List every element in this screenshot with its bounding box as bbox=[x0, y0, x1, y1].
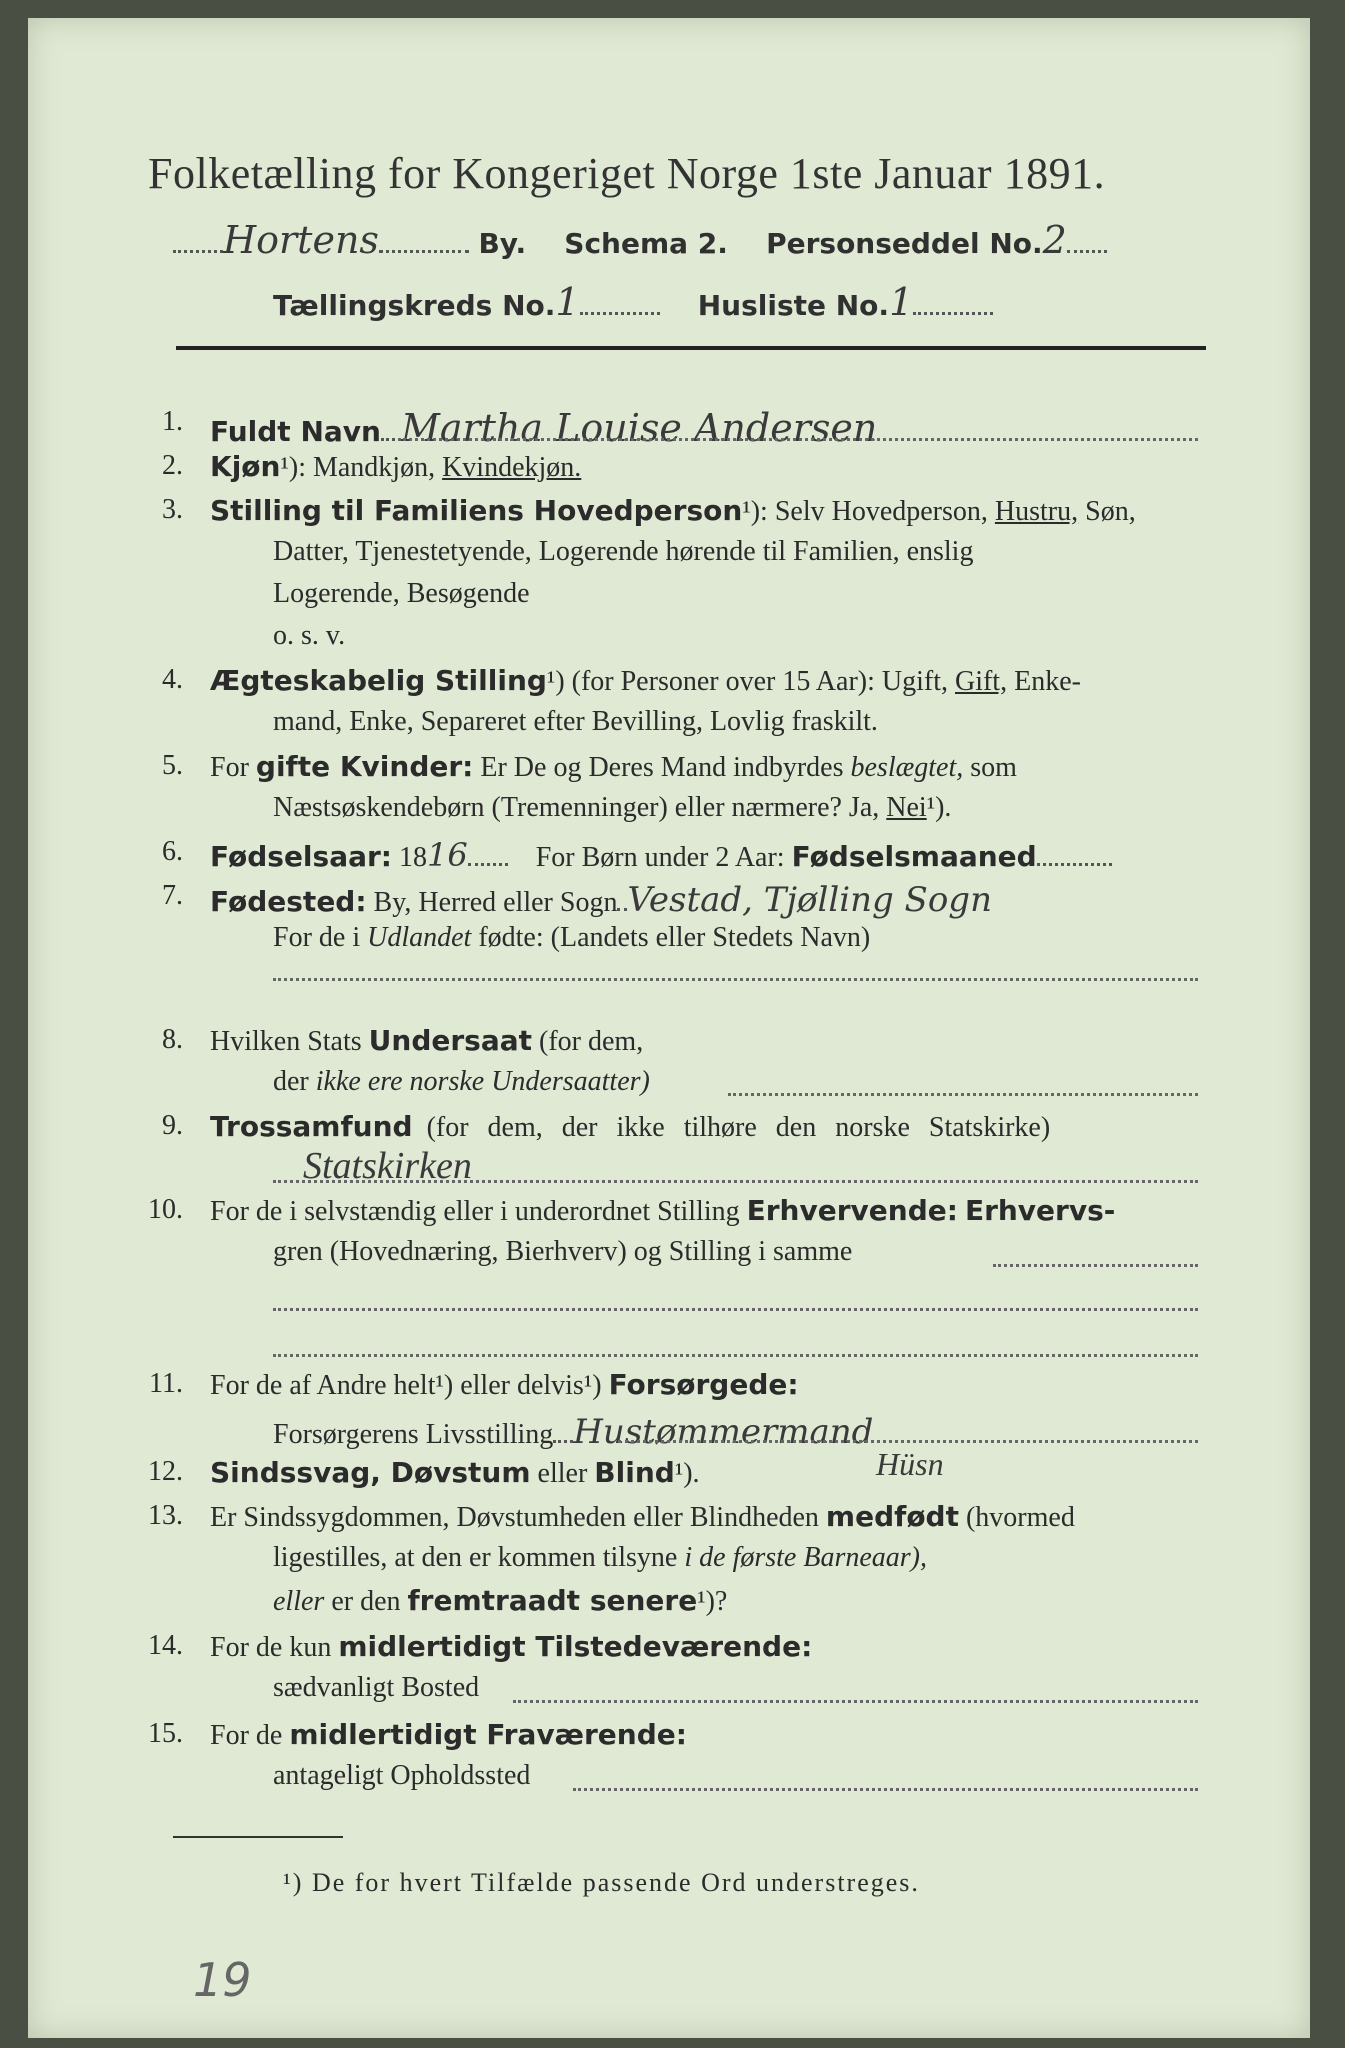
item-12-handwritten: Hüsn bbox=[876, 1446, 944, 1482]
item-8-non-norwegian: ikke ere norske Undersaatter) bbox=[315, 1066, 650, 1097]
family-position-options: ¹): Selv Hovedperson, bbox=[742, 496, 988, 527]
item-7-line-2 bbox=[273, 922, 870, 954]
footnote-rule bbox=[173, 1836, 343, 1838]
birthplace-question: By, Herred eller Sogn bbox=[373, 887, 618, 918]
occupation-question: For de i selvstændig eller i underordnet Stilling bbox=[210, 1196, 740, 1227]
birth-year-value: 16 bbox=[427, 836, 468, 874]
sex-label: Kjøn bbox=[210, 450, 281, 483]
item-11 bbox=[210, 1368, 799, 1402]
item-15 bbox=[210, 1718, 687, 1752]
item-6 bbox=[210, 836, 1112, 874]
full-name-label: Fuldt Navn bbox=[210, 415, 381, 448]
marital-status-label: Ægteskabelig Stilling bbox=[210, 664, 547, 697]
place-name: Hortens bbox=[223, 218, 379, 262]
usual-residence-label: sædvanligt Bosted bbox=[273, 1672, 480, 1703]
item-number-14: 14. bbox=[148, 1630, 183, 1661]
item-11-line-2 bbox=[273, 1412, 873, 1452]
kreds-label: Tællingskreds No. bbox=[273, 289, 556, 322]
item-number-2: 2. bbox=[162, 450, 183, 481]
item-number-8: 8. bbox=[162, 1024, 183, 1055]
item-13-hvormed: (hvormed bbox=[965, 1502, 1075, 1533]
personseddel-label: Personseddel No. bbox=[766, 227, 1043, 260]
item-8 bbox=[210, 1024, 643, 1058]
item-5-no-underlined: Nei bbox=[886, 792, 927, 823]
item-14 bbox=[210, 1630, 812, 1664]
item-5-line-2 bbox=[273, 792, 951, 824]
item-3-line-4: o. s. v. bbox=[273, 620, 346, 651]
item-13-line-3 bbox=[273, 1584, 727, 1618]
form-title: Folketælling for Kongeriget Norge 1ste Januar 1891. bbox=[148, 149, 1106, 198]
dotline-7 bbox=[273, 978, 1198, 981]
item-5-for: For bbox=[210, 752, 249, 783]
dotline-8 bbox=[728, 1093, 1198, 1096]
item-number-3: 3. bbox=[162, 494, 183, 525]
item-7 bbox=[210, 880, 992, 920]
family-position-son: Søn, bbox=[1085, 496, 1136, 527]
item-10-line-2: gren (Hovednæring, Bierhverv) og Stilling i samme bbox=[273, 1236, 853, 1267]
temporary-present-question: For de kun bbox=[210, 1632, 332, 1663]
marital-widower: Enke- bbox=[1014, 666, 1081, 697]
item-13-or: eller bbox=[273, 1586, 325, 1617]
religion-value: Statskirken bbox=[303, 1145, 472, 1187]
congenital-question: Er Sindssygdommen, Døvstumheden eller Blindheden bbox=[210, 1502, 819, 1533]
item-5-som: som bbox=[970, 752, 1017, 783]
family-position-wife-underlined: Hustru, bbox=[994, 496, 1079, 527]
sex-female-underlined: Kvindekjøn. bbox=[442, 452, 582, 483]
item-13-line-2 bbox=[273, 1542, 927, 1574]
item-12 bbox=[210, 1456, 700, 1490]
item-13 bbox=[210, 1500, 1075, 1534]
husliste-label: Husliste No. bbox=[697, 289, 890, 322]
schema-label: Schema 2. bbox=[564, 227, 728, 260]
item-12-footnote-ref: ¹). bbox=[674, 1458, 700, 1489]
dotline-10a bbox=[993, 1264, 1198, 1267]
item-number-12: 12. bbox=[148, 1456, 183, 1487]
item-5-question: Er De og Deres Mand indbyrdes bbox=[480, 752, 844, 783]
married-women-label: gifte Kvinder: bbox=[255, 750, 474, 783]
item-2 bbox=[210, 450, 581, 484]
dotline-10b bbox=[273, 1308, 1198, 1311]
item-number-13: 13. bbox=[148, 1500, 183, 1531]
item-12-or: eller bbox=[537, 1458, 588, 1489]
temporary-absent-question: For de bbox=[210, 1720, 283, 1751]
item-number-15: 15. bbox=[148, 1718, 183, 1749]
item-5-cousins: Næstsøskendebørn (Tremenninger) eller nærmere? Ja, bbox=[273, 792, 880, 823]
item-13-footnote-ref: ¹)? bbox=[697, 1586, 728, 1617]
sex-options: ¹): Mandkjøn, bbox=[280, 452, 436, 483]
birth-year-prefix: 18 bbox=[399, 842, 427, 873]
dotline-11 bbox=[618, 1440, 1198, 1443]
marital-options: ¹) (for Personer over 15 Aar): Ugift, bbox=[546, 666, 948, 697]
item-5 bbox=[210, 750, 1017, 784]
birthplace-value: Vestad, Tjølling Sogn bbox=[627, 880, 992, 920]
item-13-later: fremtraadt senere bbox=[407, 1584, 698, 1617]
item-3-line-3: Logerende, Besøgende bbox=[273, 578, 530, 609]
item-3 bbox=[210, 494, 1136, 528]
kreds-number: 1 bbox=[555, 280, 580, 324]
husliste-number: 1 bbox=[889, 280, 914, 324]
census-form-sheet bbox=[28, 18, 1310, 2038]
item-number-4: 4. bbox=[162, 664, 183, 695]
birth-year-label: Fødselsaar: bbox=[210, 840, 392, 873]
religion-label: Trossamfund bbox=[210, 1110, 413, 1143]
item-number-11: 11. bbox=[149, 1368, 183, 1399]
citizenship-question: Hvilken Stats bbox=[210, 1026, 362, 1057]
item-5-footnote-ref: ¹). bbox=[926, 792, 952, 823]
item-number-1: 1. bbox=[162, 406, 183, 437]
by-label: By. bbox=[478, 227, 527, 260]
temporary-present-label: midlertidigt Tilstedeværende: bbox=[338, 1630, 813, 1663]
item-number-9: 9. bbox=[162, 1110, 183, 1141]
item-8-line-2 bbox=[273, 1066, 650, 1098]
kreds-line bbox=[273, 280, 993, 324]
marital-married-underlined: Gift, bbox=[954, 666, 1008, 697]
header-rule bbox=[176, 346, 1206, 350]
supported-question: For de af Andre helt¹) eller delvis¹) bbox=[210, 1370, 602, 1401]
footnote: ¹) De for hvert Tilfælde passende Ord understreges. bbox=[283, 1868, 920, 1897]
birth-month-question: For Børn under 2 Aar: bbox=[535, 842, 785, 873]
congenital-label: medfødt bbox=[825, 1500, 959, 1533]
supported-label: Forsørgede: bbox=[608, 1368, 799, 1401]
provider-occupation-value: Hustømmermand bbox=[573, 1412, 874, 1452]
item-number-7: 7. bbox=[162, 880, 183, 911]
dotline-1 bbox=[398, 438, 1198, 441]
temporary-absent-label: midlertidigt Fraværende: bbox=[289, 1718, 687, 1751]
location-line bbox=[173, 218, 1107, 262]
insane-deaf-label: Sindssvag, Døvstum bbox=[210, 1456, 531, 1489]
personseddel-number: 2 bbox=[1042, 218, 1067, 262]
birth-month-label: Fødselsmaaned bbox=[791, 840, 1037, 873]
dotline-15 bbox=[573, 1788, 1198, 1791]
dotline-9 bbox=[273, 1180, 1198, 1183]
citizenship-label: Undersaat bbox=[368, 1024, 533, 1057]
occupation-branch: Erhvervs- bbox=[964, 1194, 1116, 1227]
item-5-related: beslægtet, bbox=[850, 752, 964, 783]
item-number-10: 10. bbox=[148, 1194, 183, 1225]
item-1 bbox=[210, 406, 877, 450]
item-13-appeared: ligestilles, at den er kommen tilsyne bbox=[273, 1542, 678, 1573]
blind-label: Blind bbox=[594, 1456, 675, 1489]
abroad-question: fødte: (Landets eller Stedets Navn) bbox=[478, 922, 871, 953]
religion-question: (for dem, der ikke tilhøre den norske Statskirke) bbox=[426, 1112, 1051, 1143]
item-8-der: der bbox=[273, 1066, 309, 1097]
provider-occupation-label: Forsørgerens Livsstilling bbox=[273, 1419, 554, 1450]
item-3-line-2: Datter, Tjenestetyende, Logerende hørende til Familien, enslig bbox=[273, 536, 974, 567]
dotline-10c bbox=[273, 1354, 1198, 1357]
occupation-label: Erhvervende: bbox=[746, 1194, 958, 1227]
item-10 bbox=[210, 1194, 1115, 1228]
family-position-label: Stilling til Familiens Hovedperson bbox=[210, 494, 743, 527]
item-4 bbox=[210, 664, 1081, 698]
item-4-line-2: mand, Enke, Separeret efter Bevilling, Lovlig fraskilt. bbox=[273, 706, 878, 737]
item-9 bbox=[210, 1110, 1050, 1144]
item-number-6: 6. bbox=[162, 836, 183, 867]
item-13-is: er den bbox=[331, 1586, 401, 1617]
pencil-mark: 19 bbox=[193, 1953, 252, 2007]
item-number-5: 5. bbox=[162, 750, 183, 781]
full-name-value: Martha Louise Andersen bbox=[400, 406, 878, 450]
abroad-prefix: For de i bbox=[273, 922, 361, 953]
dotline-14 bbox=[513, 1700, 1198, 1703]
probable-residence-label: antageligt Opholdssted bbox=[273, 1760, 531, 1791]
item-13-childhood: i de første Barneaar), bbox=[684, 1542, 927, 1573]
abroad-label: Udlandet bbox=[367, 922, 472, 953]
citizenship-note: (for dem, bbox=[539, 1026, 644, 1057]
birthplace-label: Fødested: bbox=[210, 885, 367, 918]
